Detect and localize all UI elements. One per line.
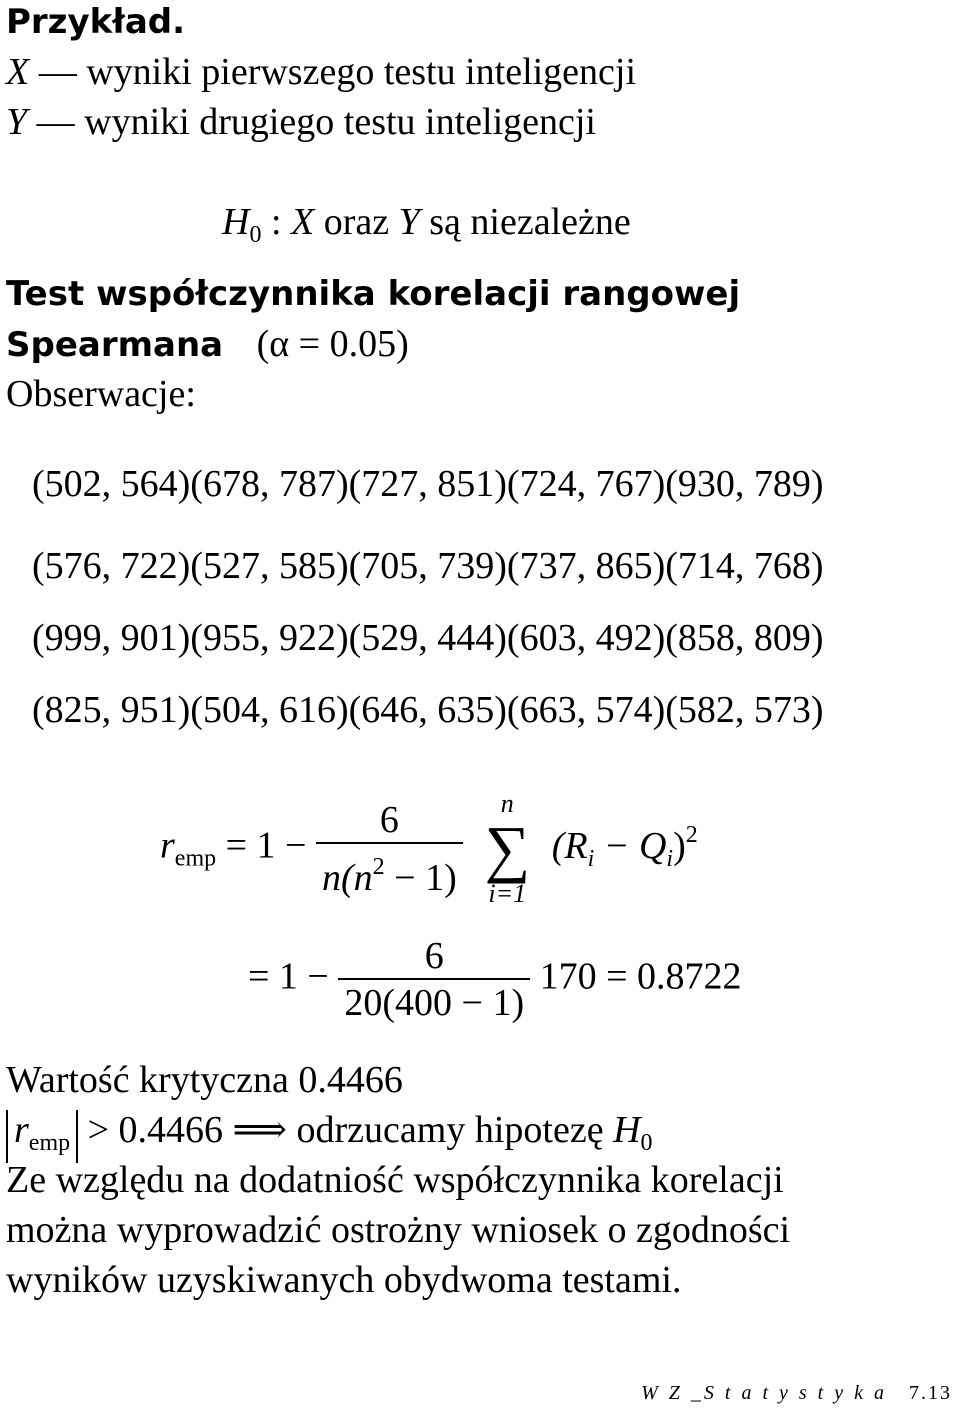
- hypothesis: [222, 200, 631, 257]
- hyp-colon: :: [270, 201, 292, 243]
- critical-value: Wartość krytyczna 0.4466: [6, 1059, 403, 1101]
- page-number: 7.13: [909, 1382, 952, 1404]
- formula1-eq: = 1 −: [216, 824, 316, 867]
- sum-upper: n: [500, 789, 514, 818]
- var-x: X: [6, 51, 30, 93]
- definition-x-text: wyniki pierwszego testu inteligencji: [86, 51, 637, 93]
- formula2-eq: = 1 −: [248, 955, 339, 998]
- decision: [6, 1108, 653, 1165]
- formula-spearman: [160, 790, 698, 908]
- test-name-spearman: Spearmana: [6, 325, 224, 365]
- hyp-oraz: oraz: [314, 201, 399, 243]
- formula2-result: 170 = 0.8722: [539, 955, 742, 998]
- formula1-r-sub: emp: [174, 845, 217, 872]
- sum-lower-text: i=1: [488, 879, 527, 908]
- term-sub2: i: [666, 845, 674, 872]
- test-name-line1: Test współczynnika korelacji rangowej: [6, 274, 741, 314]
- hyp-sub: 0: [249, 222, 262, 248]
- decision-text: > 0.4466 ⟹ odrzucamy hipotezę: [78, 1109, 614, 1151]
- formula2-denominator: 20(400 − 1): [338, 978, 530, 1026]
- conclusion-line-2: można wyprowadzić ostrożny wniosek o zgodności: [6, 1209, 791, 1251]
- formula1-den-end: − 1): [384, 856, 457, 899]
- term-sup: 2: [685, 821, 698, 848]
- hyp-x: X: [291, 201, 315, 243]
- em-dash: —: [36, 101, 85, 143]
- heading: Przykład.: [6, 2, 186, 42]
- formula1-term: [551, 821, 698, 872]
- term-r: (R: [551, 824, 588, 867]
- test-name-line2: [6, 322, 409, 367]
- formula1-denominator: [316, 842, 463, 901]
- conclusion-line-1: Ze względu na dodatniość współczynnika korelacji: [6, 1159, 784, 1201]
- decision-h-sub: 0: [640, 1130, 653, 1156]
- var-y: Y: [6, 101, 28, 143]
- term-q: − Q: [594, 824, 667, 867]
- formula1-numerator: 6: [379, 798, 399, 841]
- alpha-level: (α = 0.05): [256, 323, 409, 365]
- footer: [641, 1382, 952, 1405]
- decision-r-sub: emp: [28, 1130, 71, 1156]
- formula1-r: r: [160, 824, 175, 867]
- definition-y: [6, 100, 596, 144]
- formula1-den-n: n(n: [322, 856, 373, 899]
- sigma-icon: ∑: [484, 813, 531, 884]
- hyp-y: Y: [398, 201, 420, 243]
- formula2-numerator: 6: [424, 935, 444, 977]
- observations-row-4: (825, 951)(504, 616)(646, 635)(663, 574)(582, 573): [32, 689, 824, 731]
- summation: [472, 790, 542, 908]
- observations-row-2: (576, 722)(527, 585)(705, 739)(737, 865)(714, 768): [32, 545, 824, 587]
- hyp-h: H: [222, 201, 250, 243]
- em-dash: —: [38, 51, 87, 93]
- formula2-fraction: [338, 934, 530, 1026]
- observations-row-1: (502, 564)(678, 787)(727, 851)(724, 767)(930, 789): [32, 463, 824, 505]
- formula-evaluation: [248, 934, 742, 1026]
- formula1-fraction: [316, 798, 463, 901]
- hyp-rest: są niezależne: [419, 201, 631, 243]
- sum-lower: [472, 880, 542, 908]
- formula1-den-sup: 2: [372, 853, 385, 880]
- definition-y-text: wyniki drugiego testu inteligencji: [84, 101, 596, 143]
- term-close: ): [673, 824, 686, 867]
- observations-row-3: (999, 901)(955, 922)(529, 444)(603, 492)(858, 809): [32, 617, 824, 659]
- term-sub1: i: [587, 845, 595, 872]
- abs-r-emp: [6, 1110, 78, 1163]
- footer-title: W Z _S t a t y s t y k a: [641, 1382, 887, 1404]
- conclusion-line-3: wyników uzyskiwanych obydwoma testami.: [6, 1259, 682, 1301]
- definition-x: [6, 50, 636, 94]
- decision-h: H: [613, 1109, 641, 1151]
- observations-label: Obserwacje:: [6, 373, 196, 415]
- decision-r: r: [14, 1109, 29, 1151]
